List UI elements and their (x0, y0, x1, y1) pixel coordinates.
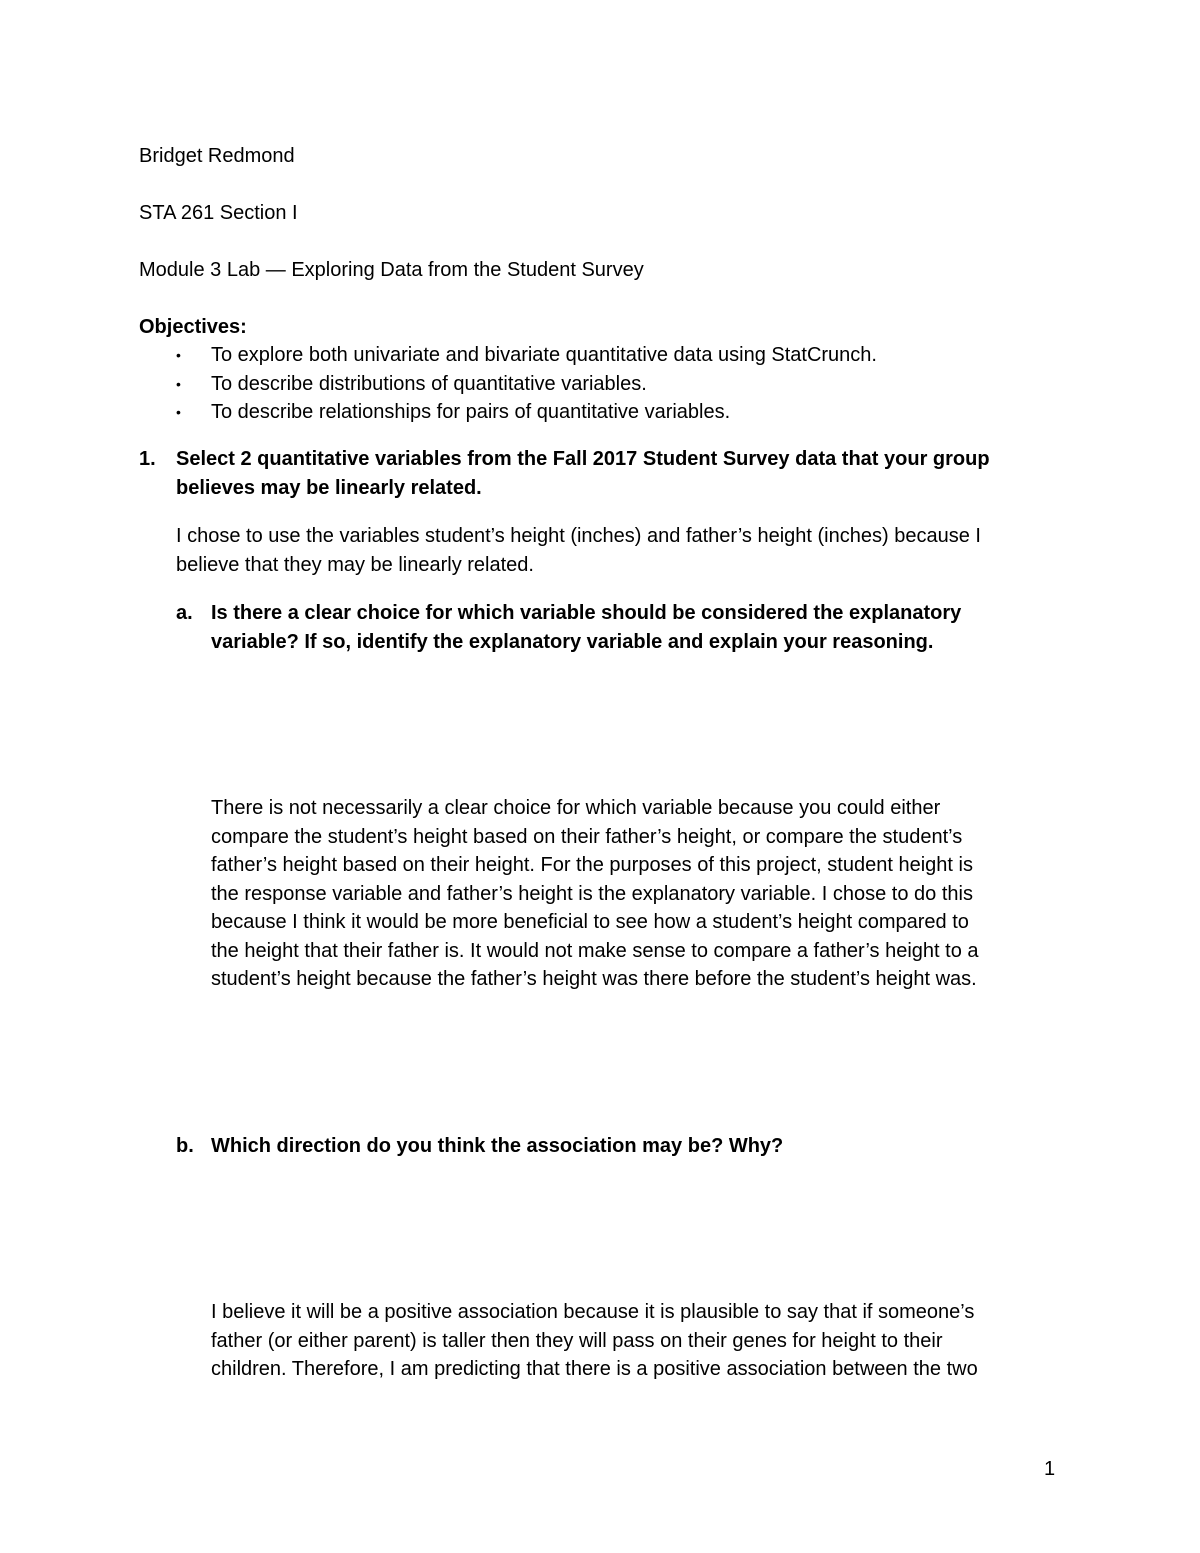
subquestion-label: b. (176, 1135, 194, 1157)
bullet-icon: • (176, 404, 181, 420)
course-section: STA 261 Section I (139, 202, 298, 224)
answer-line: compare the student’s height based on their father’s height, or compare the student’s (211, 826, 963, 848)
question-number: 1. (139, 448, 156, 470)
subquestion-prompt-line: variable? If so, identify the explanatory variable and explain your reasoning. (211, 631, 934, 653)
objectives-heading: Objectives: (139, 316, 247, 338)
answer-line: student’s height because the father’s height was there before the student’s height was. (211, 968, 977, 990)
answer-line: There is not necessarily a clear choice for which variable because you could either (211, 797, 941, 819)
document-title: Module 3 Lab — Exploring Data from the Student Survey (139, 259, 644, 281)
answer-line: father (or either parent) is taller then they will pass on their genes for height to their (211, 1330, 943, 1352)
author-name: Bridget Redmond (139, 145, 295, 167)
subquestion-label: a. (176, 602, 193, 624)
answer-line: father’s height based on their height. For the purposes of this project, student height is (211, 854, 973, 876)
answer-line: children. Therefore, I am predicting that there is a positive association between the two (211, 1358, 978, 1380)
answer-line: I believe it will be a positive association because it is plausible to say that if someone’s (211, 1301, 975, 1323)
answer-line: because I think it would be more beneficial to see how a student’s height compared to (211, 911, 969, 933)
subquestion-prompt-line: Is there a clear choice for which variable should be considered the explanatory (211, 602, 962, 624)
bullet-icon: • (176, 376, 181, 392)
question-prompt-line: believes may be linearly related. (176, 477, 482, 499)
answer-line: the height that their father is. It would not make sense to compare a father’s height to a (211, 940, 979, 962)
answer-line: the response variable and father’s height is the explanatory variable. I chose to do this (211, 883, 973, 905)
objective-item: To describe relationships for pairs of quantitative variables. (211, 401, 731, 423)
objective-item: To describe distributions of quantitative variables. (211, 373, 647, 395)
objective-item: To explore both univariate and bivariate quantitative data using StatCrunch. (211, 344, 877, 366)
page-number: 1 (1044, 1458, 1056, 1480)
answer-line: I chose to use the variables student’s height (inches) and father’s height (inches) because I (176, 525, 981, 547)
question-prompt-line: Select 2 quantitative variables from the Fall 2017 Student Survey data that your group (176, 448, 990, 470)
bullet-icon: • (176, 347, 181, 363)
answer-line: believe that they may be linearly related. (176, 554, 534, 576)
subquestion-prompt-line: Which direction do you think the association may be? Why? (211, 1135, 784, 1157)
